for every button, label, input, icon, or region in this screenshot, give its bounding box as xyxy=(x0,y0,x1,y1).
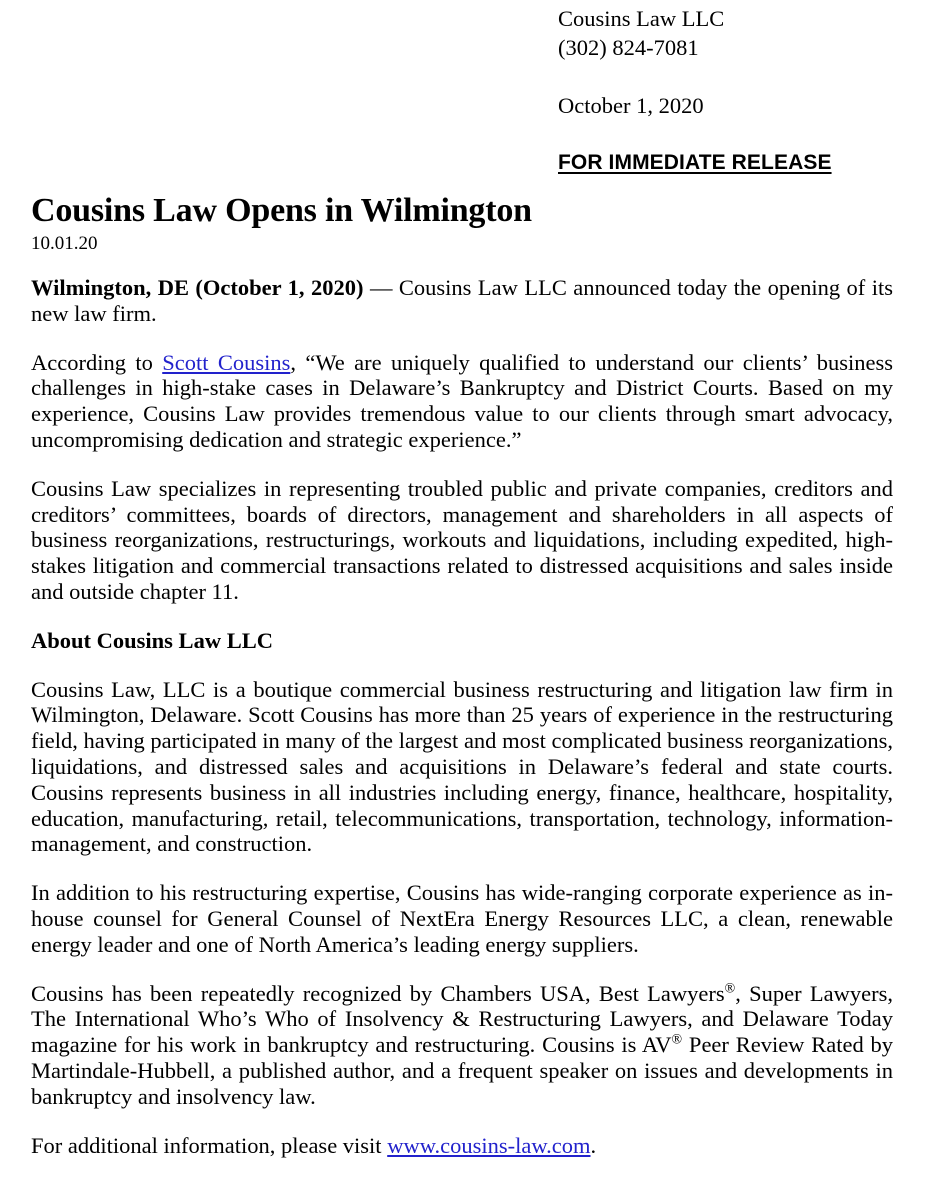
paragraph-quote xyxy=(31,350,893,453)
registered-mark-icon-2: ® xyxy=(671,1032,683,1048)
dateline-rest: Cousins Law LLC announced today the opening of its new law firm. xyxy=(31,275,894,326)
title-date: 10.01.20 xyxy=(31,233,98,254)
section-heading-about: About Cousins Law LLC xyxy=(31,627,273,653)
paragraph-lead xyxy=(31,275,893,327)
body-copy xyxy=(31,275,893,1158)
firm-phone: (302) 824-7081 xyxy=(558,35,699,60)
quote-prefix: According to xyxy=(31,349,163,375)
website-link[interactable]: www.cousins-law.com xyxy=(387,1132,591,1158)
letterhead-block xyxy=(558,4,898,120)
recognition-part-2: , Super Lawyers, The International Who’s Who of Insolvency & Restructuring Lawyers, and Delaware Today magazine for his work in bankruptcy and restructuring. Cousins is AV xyxy=(31,980,893,1058)
paragraph-more-info xyxy=(31,1133,893,1159)
title-block xyxy=(31,191,893,256)
paragraph-specialties: Cousins Law specializes in representing troubled public and private companies, creditors and creditors’ committees, boards of directors, management and shareholders in all aspects of business reorganizations, restructurings, workouts and liquidations, including expedited, high-stakes litigation and commercial transactions related to distressed acquisitions and sales inside and outside chapter 11. xyxy=(31,475,893,604)
scott-cousins-link[interactable]: Scott Cousins xyxy=(162,349,291,375)
page-title: Cousins Law Opens in Wilmington xyxy=(31,192,532,229)
paragraph-about-firm: Cousins Law, LLC is a boutique commercial business restructuring and litigation law firm in Wilmington, Delaware. Scott Cousins has more than 25 years of experience in the restructuring field, having participated in many of the largest and most complicated business reorganizations, liquidations, and distressed sales and acquisitions in Delaware’s federal and state courts. Cousins represents business in all industries including energy, finance, healthcare, hospitality, education, manufacturing, retail, telecommunications, transportation, technology, information-management, and construction. xyxy=(31,676,893,857)
dateline-bold: Wilmington, DE (October 1, 2020) xyxy=(31,275,364,300)
dateline-dash: — xyxy=(363,275,399,300)
more-info-prefix: For additional information, please visit xyxy=(31,1132,388,1158)
more-info-suffix: . xyxy=(590,1132,597,1158)
paragraph-recognition xyxy=(31,981,893,1110)
registered-mark-icon-1: ® xyxy=(724,981,736,997)
recognition-part-1: Cousins has been repeatedly recognized by Chambers USA, Best Lawyers xyxy=(31,980,725,1006)
recognition-part-3: Peer Review Rated by Martindale-Hubbell, a published author, and a frequent speaker on issues and developments in bankruptcy and insolvency law. xyxy=(31,1032,894,1109)
quote-body: , “We are uniquely qualified to understand our clients’ business challenges in high-stake cases in Delaware’s Bankruptcy and District Courts. Based on my experience, Cousins Law provides tremendous value to our clients through smart advocacy, uncompromising dedication and strategic experience.” xyxy=(31,349,893,452)
paragraph-corporate-experience: In addition to his restructuring expertise, Cousins has wide-ranging corporate experience as in-house counsel for General Counsel of NextEra Energy Resources LLC, a clean, renewable energy leader and one of North America’s leading energy suppliers. xyxy=(31,880,893,957)
release-date: October 1, 2020 xyxy=(558,93,704,118)
for-immediate-release-banner: FOR IMMEDIATE RELEASE xyxy=(558,151,832,174)
firm-name: Cousins Law LLC xyxy=(558,6,725,31)
